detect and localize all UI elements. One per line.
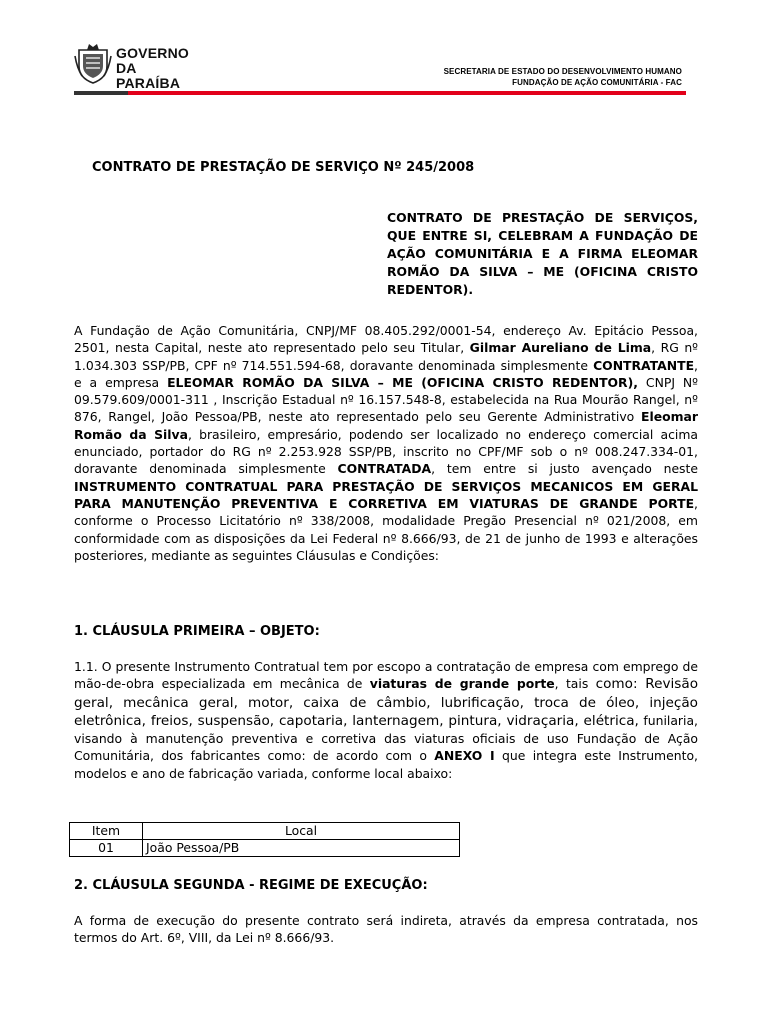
cell-item: 01 bbox=[70, 840, 143, 857]
location-table bbox=[69, 822, 460, 857]
governo-paraiba-logo bbox=[74, 42, 204, 91]
header-bar-red-segment bbox=[128, 91, 686, 95]
representative-name: Gilmar Aureliano de Lima bbox=[469, 340, 652, 356]
preamble-text-3: , e a empresa bbox=[74, 357, 698, 390]
clause-1-paragraph bbox=[74, 658, 698, 782]
clause-2-heading: 2. CLÁUSULA SEGUNDA - REGIME DE EXECUÇÃO: bbox=[74, 878, 428, 893]
table-row bbox=[70, 840, 460, 857]
preamble-text-5: , brasileiro, empresário, podendo ser localizado no endereço comercial acima enunciado, portador do RG nº 2.253.928 SSP/PB, inscrito no CPF/MF sob o nº 008.247.334-01, doravante denominada simplesmente bbox=[74, 426, 698, 477]
preamble-paragraph bbox=[74, 322, 698, 564]
table-header-row bbox=[70, 823, 460, 840]
logo-line-1: GOVERNO bbox=[116, 45, 189, 61]
services-list: como: Revisão geral, mecânica geral, motor, caixa de câmbio, lubrificação, troca de óleo, injeção eletrônica, freios, suspensão, capotaria, lanternagem, pintura, vidraçaria, elétrica, bbox=[74, 676, 699, 729]
preamble-text-6: , tem entre si justo avençado neste bbox=[431, 461, 698, 477]
preamble-text-1: A Fundação de Ação Comunitária, CNPJ/MF 08.405.292/0001-54, endereço Av. Epitácio Pessoa, 2501, nesta Capital, neste ato representado pelo seu Titular, bbox=[74, 323, 698, 356]
header-local: Local bbox=[143, 823, 460, 840]
header-item: Item bbox=[70, 823, 143, 840]
annex-reference: ANEXO I bbox=[434, 748, 495, 764]
clause-1-text-2: , tais bbox=[554, 676, 596, 692]
header-divider-bar bbox=[74, 91, 686, 95]
preamble-text-4: CNPJ Nº 09.579.609/0001-311 , Inscrição Estadual nº 16.157.548-8, estabelecida na Rua Mourão Rangel, nº 876, Rangel, João Pessoa/PB, neste ato representado pelo seu Gerente Administrativo bbox=[74, 374, 699, 425]
instrument-title: INSTRUMENTO CONTRATUAL PARA PRESTAÇÃO DE SERVIÇOS MECANICOS EM GERAL PARA MANUTENÇÃO PREVENTIVA E CORRETIVA EM VIATURAS DE GRANDE PORTE bbox=[74, 478, 698, 511]
clause-1-text-5: que integra este Instrumento, modelos e ano de fabricação variada, conforme local abaixo: bbox=[74, 748, 698, 781]
preamble-text-2: , RG nº 1.034.303 SSP/PB, CPF nº 714.551.594-68, doravante denominada simplesmente bbox=[74, 340, 699, 373]
logo-line-2: DA PARAÍBA bbox=[116, 60, 181, 91]
clause-1-text-4: funilaria, visando à manutenção preventiva e corretiva das viaturas oficiais de uso Fundação de Ação Comunitária, dos fabricantes como: de acordo com o bbox=[74, 712, 698, 764]
clause-1-heading: 1. CLÁUSULA PRIMEIRA – OBJETO: bbox=[74, 624, 320, 639]
preamble-text-7: , conforme o Processo Licitatório nº 338/2008, modalidade Pregão Presencial nº 021/2008, em conformidade com as disposições da Lei Federal nº 8.666/93, de 21 de junho de 1993 e alterações posteriores, mediante as seguintes Cláusulas e Condições: bbox=[74, 495, 698, 563]
logo-text bbox=[116, 46, 204, 91]
coat-of-arms-icon bbox=[74, 42, 112, 84]
manager-name: Eleomar Romão da Silva bbox=[74, 409, 698, 442]
organization-header bbox=[444, 66, 682, 88]
company-name: ELEOMAR ROMÃO DA SILVA – ME (OFICINA CRISTO REDENTOR), bbox=[167, 374, 638, 390]
secretaria-name: SECRETARIA DE ESTADO DO DESENVOLVIMENTO HUMANO bbox=[443, 67, 682, 76]
vehicle-type: viaturas de grande porte bbox=[369, 676, 555, 692]
contratante-label: CONTRATANTE bbox=[593, 357, 695, 373]
clause-2-paragraph: A forma de execução do presente contrato será indireta, através da empresa contratada, nos termos do Art. 6º, VIII, da Lei nº 8.666/93. bbox=[74, 913, 698, 946]
fundacao-name: FUNDAÇÃO DE AÇÃO COMUNITÁRIA - FAC bbox=[512, 78, 682, 87]
contract-title: CONTRATO DE PRESTAÇÃO DE SERVIÇO Nº 245/2008 bbox=[92, 160, 475, 175]
clause-1-text-1: 1.1. O presente Instrumento Contratual tem por escopo a contratação de empresa com emprego de mão-de-obra especializada em mecânica de bbox=[74, 659, 698, 692]
cell-local: João Pessoa/PB bbox=[143, 840, 460, 857]
contratada-label: CONTRATADA bbox=[337, 461, 432, 477]
header-bar-dark-segment bbox=[74, 91, 128, 95]
contract-summary: CONTRATO DE PRESTAÇÃO DE SERVIÇOS, QUE ENTRE SI, CELEBRAM A FUNDAÇÃO DE AÇÃO COMUNITÁRIA E A FIRMA ELEOMAR ROMÃO DA SILVA – ME (OFICINA CRISTO REDENTOR). bbox=[387, 210, 698, 297]
